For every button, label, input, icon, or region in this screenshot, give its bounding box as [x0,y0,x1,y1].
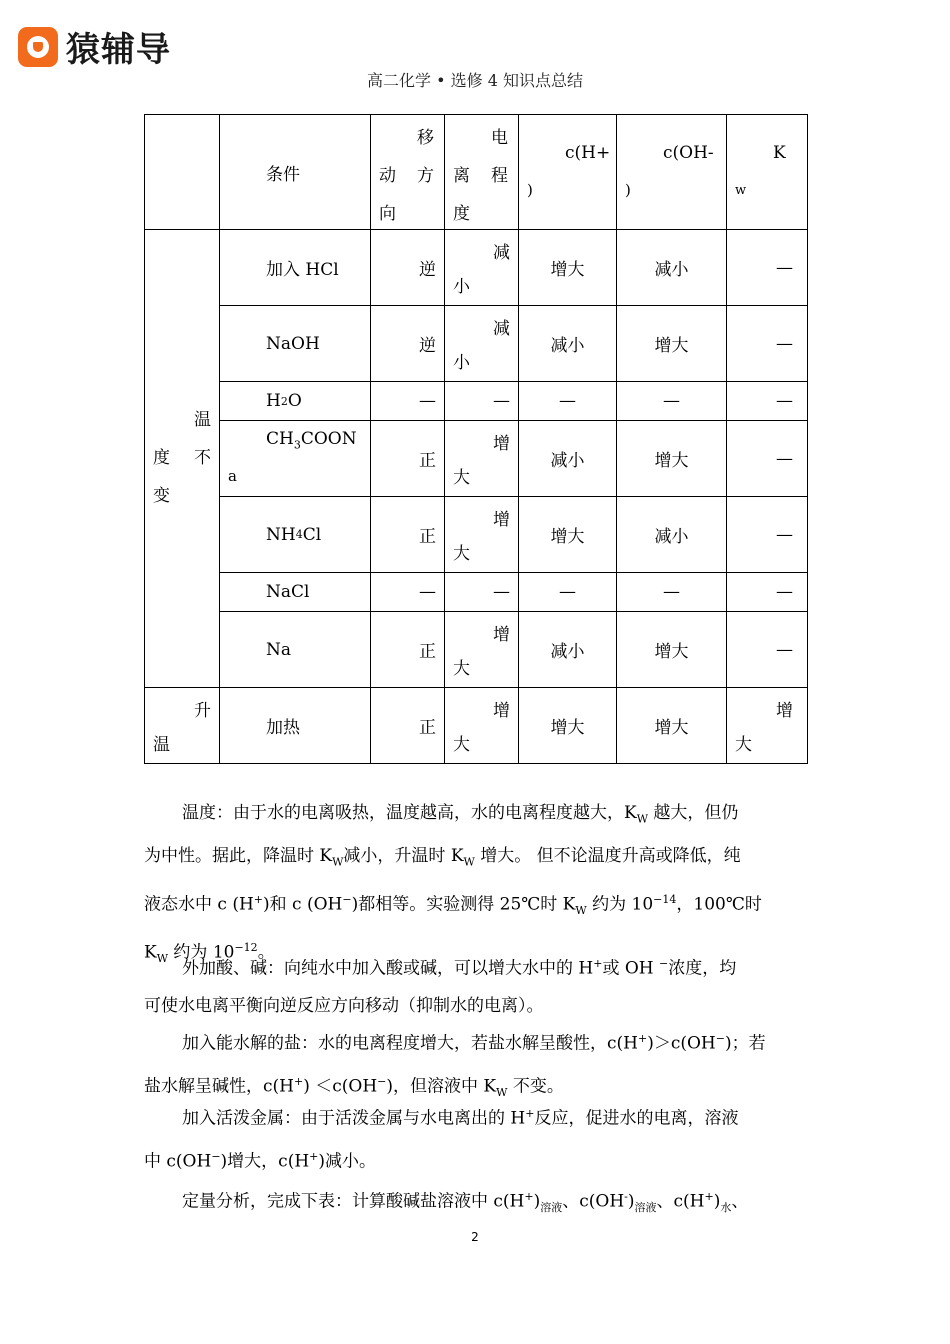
cell-c-oh: 增大 [617,612,727,688]
cell-degree: — [445,573,519,612]
cell-degree: 减 小 [445,230,519,306]
page-header-title: 高二化学 • 选修 4 知识点总结 [367,71,583,90]
header-condition: 条件 [220,115,371,230]
cell-shift: 逆 [371,230,445,306]
cell-kw: — [727,306,808,382]
group-temperature-constant: 温 度 不 变 [145,230,220,688]
header-shift-direction: 移 动 方 向 [371,115,445,230]
cell-degree: 减 小 [445,306,519,382]
cell-kw: — [727,421,808,497]
table-row [145,306,808,382]
cell-shift: 正 [371,612,445,688]
cell-shift: — [371,573,445,612]
page-number: 2 [471,1230,479,1244]
cell-degree: — [445,382,519,421]
cell-shift: — [371,382,445,421]
logo-icon [18,27,58,67]
paragraph-acid-base: 外加酸、碱：向纯水中加入酸或碱，可以增大水中的 H+或 OH −浓度，均 可使水电离平衡向逆反应方向移动（抑制水的电离）。 [144,957,737,1017]
cell-shift: 正 [371,688,445,764]
cell-condition: NaCl [220,573,371,612]
cell-c-h: 减小 [519,306,617,382]
logo-text: 猿辅导 [66,30,171,70]
cell-degree: 增 大 [445,497,519,573]
cell-c-h: — [519,382,617,421]
header-blank [145,115,220,230]
cell-c-h: 减小 [519,421,617,497]
water-ionization-table [144,114,808,764]
cell-degree: 增 大 [445,688,519,764]
cell-shift: 逆 [371,306,445,382]
table-header-row [145,115,808,230]
cell-c-oh: 增大 [617,306,727,382]
cell-condition: 加入 HCl [220,230,371,306]
group-temperature-rise: 升 温 [145,688,220,764]
table-row [145,421,808,497]
cell-condition: 加热 [220,688,371,764]
cell-kw: 增 大 [727,688,808,764]
cell-c-h: 增大 [519,497,617,573]
paragraph-active-metal: 加入活泼金属：由于活泼金属与水电离出的 H+反应，促进水的电离，溶液 中 c(OH−)增大，c(H+)减小。 [144,1107,739,1172]
cell-condition: H 2 O [220,382,371,421]
table-row [145,612,808,688]
cell-shift: 正 [371,421,445,497]
cell-condition: NH 4 Cl [220,497,371,573]
cell-c-h: — [519,573,617,612]
table-row [145,382,808,421]
header-c-oh: c(OH- ) [617,115,727,230]
cell-condition: NaOH [220,306,371,382]
cell-c-oh: 增大 [617,421,727,497]
paragraph-hydrolysis-salt: 加入能水解的盐：水的电离程度增大，若盐水解呈酸性，c(H+)＞c(OH−)；若 盐水解呈碱性，c(H+) ＜c(OH−)，但溶液中 $K_W$ 不变。 [144,1032,766,1100]
cell-kw: — [727,573,808,612]
cell-condition: Na [220,612,371,688]
cell-c-oh: 增大 [617,688,727,764]
table-row [145,573,808,612]
cell-kw: — [727,382,808,421]
table-row [145,688,808,764]
cell-c-h: 增大 [519,230,617,306]
header-kw: K w [727,115,808,230]
paragraph-temperature: 温度：由于水的电离吸热，温度越高，水的电离程度越大，$K_W$ 越大，但仍 为中性。据此，降温时 $K_W$减小，升温时 $K_W$ 增大。 但不论温度升高或降低，纯 液态水中 c (H+)和 c (OH−)都相等。实验测得 25℃时 $K_W$ 约为 $10^{-14}$，100℃时 $K_W$ 约为 $10^{-12}$。 [144,803,762,966]
cell-kw: — [727,497,808,573]
header-c-h: c(H+ ) [519,115,617,230]
cell-kw: — [727,612,808,688]
cell-c-oh: — [617,382,727,421]
paragraph-quantitative: 定量分析，完成下表：计算酸碱盐溶液中 $c(H^+)_{溶液}$、$c(OH^-)_{溶液}$、$c(H^+)_水$、 [182,1190,749,1215]
cell-kw: — [727,230,808,306]
cell-degree: 增 大 [445,421,519,497]
brand-logo [18,22,171,71]
cell-c-h: 减小 [519,612,617,688]
cell-condition: $CH_3COON$ a [220,421,371,497]
cell-degree: 增 大 [445,612,519,688]
cell-c-oh: 减小 [617,230,727,306]
cell-c-oh: — [617,573,727,612]
table-row [145,497,808,573]
table-row [145,230,808,306]
header-ionization-degree: 电 离 程 度 [445,115,519,230]
cell-c-h: 增大 [519,688,617,764]
cell-shift: 正 [371,497,445,573]
cell-c-oh: 减小 [617,497,727,573]
